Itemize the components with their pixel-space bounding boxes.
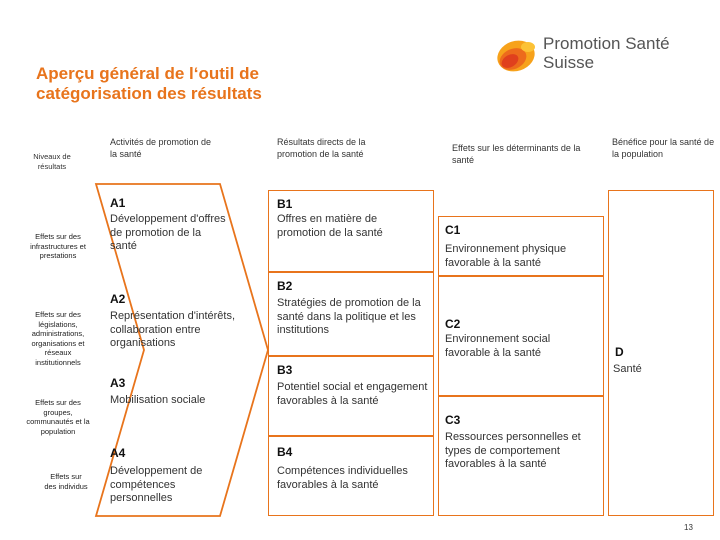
b1-box: [268, 190, 434, 272]
logo-wordmark: [543, 34, 670, 72]
logo-line1: Promotion Santé: [543, 34, 670, 53]
d-box: [608, 190, 714, 516]
c1-text: Environnement physique favorable à la santé: [445, 243, 567, 269]
a3-text: Mobilisation sociale: [110, 394, 206, 406]
a4-text: Développement de compétences personnelles: [110, 465, 203, 504]
page-number: 13: [684, 523, 693, 532]
b4-text: Compétences individuelles favorables à la santé: [277, 465, 408, 491]
c3-box: [438, 396, 604, 516]
b3-code: B3: [277, 363, 293, 377]
b3-text: Potentiel social et engagement favorables à la santé: [277, 381, 428, 407]
a1-code: A1: [110, 196, 126, 210]
row-label-infrastructures: Effets sur des infrastructures et prestations: [30, 232, 86, 260]
header-direct-results: Résultats directs de la promotion de la santé: [277, 137, 366, 159]
orange-swirl-logo-icon: [488, 30, 544, 82]
a3-code: A3: [110, 376, 126, 390]
b2-code: B2: [277, 279, 293, 293]
row-label-individuals: Effets sur des individus: [44, 472, 88, 491]
b2-box: [268, 272, 434, 356]
header-activities: Activités de promotion de la santé: [110, 137, 212, 159]
c2-text: Environnement social favorable à la santé: [445, 333, 551, 359]
a4-code: A4: [110, 446, 126, 460]
a2-text: Représentation d'intérêts, collaboration entre organisations: [110, 310, 236, 349]
a1-text: Développement d'offres de promotion de la santé: [110, 213, 226, 252]
b1-text: Offres en matière de promotion de la santé: [277, 213, 383, 239]
c1-code: C1: [445, 223, 461, 237]
b1-code: B1: [277, 197, 293, 211]
c1-box: [438, 216, 604, 276]
row-label-legislations: Effets sur des législations, administrations, organisations et réseaux institutionnels: [31, 310, 85, 367]
d-text: Santé: [613, 363, 642, 375]
header-population-benefit: Bénéfice pour la santé de la population: [612, 137, 715, 159]
logo-line2: Suisse: [543, 53, 595, 72]
d-code: D: [615, 345, 624, 359]
b3-box: [268, 356, 434, 436]
b4-box: [268, 436, 434, 516]
page-title: Aperçu général de l‘outil de catégorisation des résultats: [36, 64, 262, 103]
header-levels: Niveaux de résultats: [33, 152, 71, 171]
c3-text: Ressources personnelles et types de comportement favorables à la santé: [445, 431, 581, 470]
c3-code: C3: [445, 413, 461, 427]
c2-code: C2: [445, 317, 461, 331]
row-label-groups: Effets sur des groupes, communautés et la population: [26, 398, 90, 436]
a2-code: A2: [110, 292, 126, 306]
logo: [488, 30, 688, 82]
header-determinants: Effets sur les déterminants de la santé: [452, 143, 581, 165]
b2-text: Stratégies de promotion de la santé dans la politique et les institutions: [277, 297, 421, 336]
b4-code: B4: [277, 445, 293, 459]
c2-box: [438, 276, 604, 396]
